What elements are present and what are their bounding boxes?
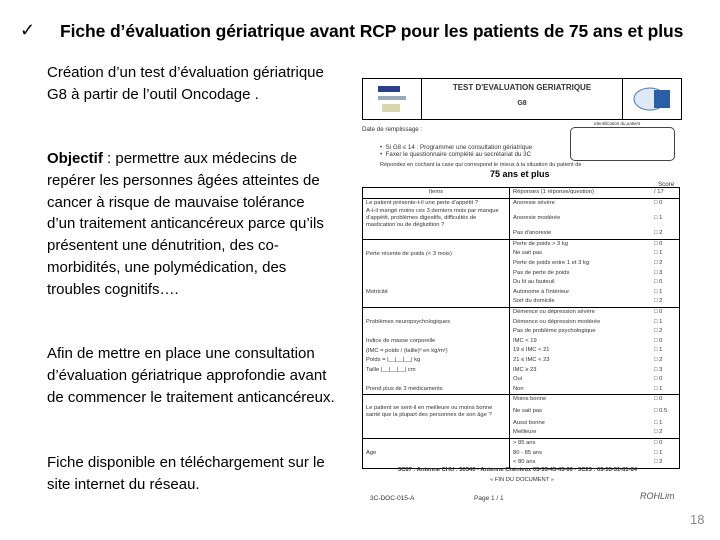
row-score: □ 2 <box>654 259 663 266</box>
table-row <box>363 385 680 395</box>
row-answer: Démence ou dépression sévère <box>510 307 652 317</box>
row-item <box>363 439 510 449</box>
check-mark-icon: ✓ <box>20 20 36 40</box>
date-label: Date de remplissage : <box>362 126 423 133</box>
table-row <box>363 229 680 239</box>
objective-text: : permettre aux médecins de repérer les personnes âgées atteintes de cancer à risque de mauvaise tolérance d’un traitement anticancéreux parce qu’ils présentent une dénutrition, des co-morbidités, une polymédication, des troubles cognitifs…. <box>47 150 324 298</box>
row-score: □ 1 <box>654 347 663 354</box>
id-box <box>570 127 675 161</box>
row-item: Perte récente de poids (< 3 mois) <box>363 249 510 259</box>
score-label: Score <box>658 181 675 188</box>
paragraph-objective <box>47 148 337 301</box>
row-score: □ 2 <box>654 356 663 363</box>
row-score: □ 0 <box>651 439 680 449</box>
row-score: □ 3 <box>654 366 663 373</box>
row-answer: Oui <box>513 376 523 383</box>
form-header <box>362 78 682 120</box>
row-item <box>363 307 510 317</box>
slide-title: Fiche d’évaluation gériatrique avant RCP pour les patients de 75 ans et plus <box>60 21 684 41</box>
row-answer: Sort du domicile <box>513 298 555 305</box>
table-row <box>363 239 680 249</box>
row-score: □ 0.5 <box>654 408 668 415</box>
row-answer: IMC < 19 <box>513 337 537 344</box>
row-score: □ 2 <box>654 459 663 466</box>
table-row <box>363 278 680 288</box>
left-logo <box>363 79 422 119</box>
table-row <box>363 405 680 419</box>
objective-label: Objectif <box>47 150 103 167</box>
row-score: □ 2 <box>654 298 663 305</box>
row-score: □ 0 <box>651 307 680 317</box>
row-item: Le patient présente-t-il une perte d'appétit ? <box>363 198 510 208</box>
col-answers: Réponses (1 réponse/question) <box>513 189 594 195</box>
row-score: □ 2 <box>654 230 663 237</box>
rohlim-logo: ROHLim <box>640 491 675 501</box>
row-answer: Du lit au fauteuil <box>513 279 555 286</box>
row-score: □ 0 <box>651 395 680 405</box>
row-item: Indice de masse corporelle <box>363 337 510 347</box>
row-item: Motricité <box>363 288 510 298</box>
row-score: □ 1 <box>654 385 663 392</box>
row-item: Problèmes neuropsychologiques <box>363 318 510 328</box>
row-score: □ 1 <box>654 318 663 325</box>
row-answer: Ne sait pas <box>513 250 542 257</box>
instruction: Répondez en cochant la case qui correspond le mieux à la situation du patient de <box>380 162 582 168</box>
row-score: □ 0 <box>654 279 663 286</box>
table-row <box>363 356 680 366</box>
row-item: (IMC = poids / (taille)² en kg/m²) <box>363 346 510 356</box>
row-item <box>363 395 510 405</box>
table-row <box>363 449 680 459</box>
table-row <box>363 366 680 376</box>
table-row <box>363 269 680 279</box>
page-number: 18 <box>690 512 705 527</box>
bullet-1: • Si G8 ≤ 14 : Programmer une consultation gériatrique <box>380 144 533 151</box>
row-item <box>363 269 510 279</box>
row-score: □ 0 <box>651 239 680 249</box>
doc-ref: 3C-DOC-015-A <box>370 495 415 502</box>
row-item <box>363 239 510 249</box>
row-score: □ 1 <box>654 250 663 257</box>
row-answer: Pas de perte de poids <box>513 269 570 276</box>
table-row <box>363 337 680 347</box>
table-row <box>363 439 680 449</box>
form-title: TEST D'EVALUATION GERIATRIQUE <box>452 83 592 92</box>
row-answer: Aussi bonne <box>513 419 545 426</box>
row-item: A-t-il mangé moins ces 3 derniers mois par manque d'appétit, problèmes digestifs, difficultés de mastication ou de déglutition ? <box>363 208 510 229</box>
row-answer: Anorexie sévère <box>510 198 652 208</box>
table-row <box>363 327 680 337</box>
g8-form-image <box>362 70 697 515</box>
row-score: □ 1 <box>654 214 663 221</box>
row-score: □ 0 <box>654 337 663 344</box>
row-item: Age <box>363 449 510 459</box>
row-answer: Pas d'anorexie <box>513 230 552 237</box>
col-total: / 17 <box>654 189 664 195</box>
row-answer: Démence ou dépression modérée <box>513 318 601 325</box>
row-answer: Pas de problème psychologique <box>513 328 596 335</box>
row-answer: > 85 ans <box>510 439 652 449</box>
row-answer: IMC ≥ 23 <box>513 366 537 373</box>
row-answer: Autonome à l'intérieur <box>513 288 570 295</box>
row-score: □ 0 <box>651 198 680 208</box>
row-item <box>363 229 510 239</box>
row-answer: 21 ≤ IMC < 23 <box>513 356 550 363</box>
row-item <box>363 327 510 337</box>
row-answer: Perte de poids entre 1 et 3 kg <box>513 259 590 266</box>
row-item: Poids = |__|__|__| kg <box>363 356 510 366</box>
row-score: □ 1 <box>654 419 663 426</box>
paragraph-creation: Création d’un test d’évaluation gériatrique G8 à partir de l’outil Oncodage . <box>47 64 324 103</box>
table-row <box>363 318 680 328</box>
paragraph-download: Fiche disponible en téléchargement sur le site internet du réseau. <box>47 454 325 493</box>
row-answer: 80 - 85 ans <box>513 449 543 456</box>
row-answer: Ne sait pas <box>513 408 542 415</box>
row-score: □ 2 <box>654 328 663 335</box>
row-item <box>363 278 510 288</box>
row-score: □ 3 <box>654 269 663 276</box>
row-answer: Perte de poids > 3 kg <box>510 239 652 249</box>
row-answer: Anorexie modérée <box>513 214 561 221</box>
row-score: □ 1 <box>654 288 663 295</box>
table-row <box>363 346 680 356</box>
row-answer: Non <box>513 385 524 392</box>
row-item: Taille |__|__|__| cm <box>363 366 510 376</box>
form-subtitle: G8 <box>517 100 527 107</box>
row-item: Prend plus de 3 médicaments <box>363 385 510 395</box>
row-score: □ 2 <box>654 429 663 436</box>
table-row <box>363 198 680 208</box>
col-items: Items <box>363 188 510 199</box>
g8-table <box>362 187 680 469</box>
table-row <box>363 259 680 269</box>
table-row <box>363 419 680 429</box>
table-row <box>363 297 680 307</box>
row-item <box>363 428 510 438</box>
table-row <box>363 249 680 259</box>
table-row <box>363 208 680 229</box>
age-heading: 75 ans et plus <box>490 169 550 179</box>
table-row <box>363 375 680 385</box>
row-answer: 19 ≤ IMC < 21 <box>513 347 550 354</box>
table-row <box>363 395 680 405</box>
right-logo <box>623 79 681 119</box>
row-item <box>363 297 510 307</box>
contacts: 3C87 : Antenne CHU : 50540 - Antenne Chénieux 05-55-45-45-60 - 3C23 : 05-55-51-81-84 <box>398 467 637 473</box>
row-score: □ 0 <box>654 376 663 383</box>
table-row <box>363 288 680 298</box>
row-item <box>363 419 510 429</box>
row-score: □ 1 <box>654 449 663 456</box>
row-item <box>363 259 510 269</box>
bullet-2: • Faxer le questionnaire complété au secrétariat du 3C <box>380 151 532 158</box>
row-answer: < 80 ans <box>513 459 536 466</box>
table-row <box>363 428 680 438</box>
id-label: Identification du patient <box>594 121 641 126</box>
row-answer: Meilleure <box>513 429 537 436</box>
end-of-document: « FIN DU DOCUMENT » <box>490 477 554 483</box>
row-answer: Moins bonne <box>510 395 652 405</box>
table-row <box>363 307 680 317</box>
paragraph-purpose: Afin de mettre en place une consultation d’évaluation gériatrique approfondie avant de commencer le traitement anticancéreux. <box>47 345 335 406</box>
page-info: Page 1 / 1 <box>474 495 504 502</box>
row-item <box>363 375 510 385</box>
row-item: Le patient se sent-il en meilleure ou moins bonne santé que la plupart des personnes de son âge ? <box>363 405 510 419</box>
